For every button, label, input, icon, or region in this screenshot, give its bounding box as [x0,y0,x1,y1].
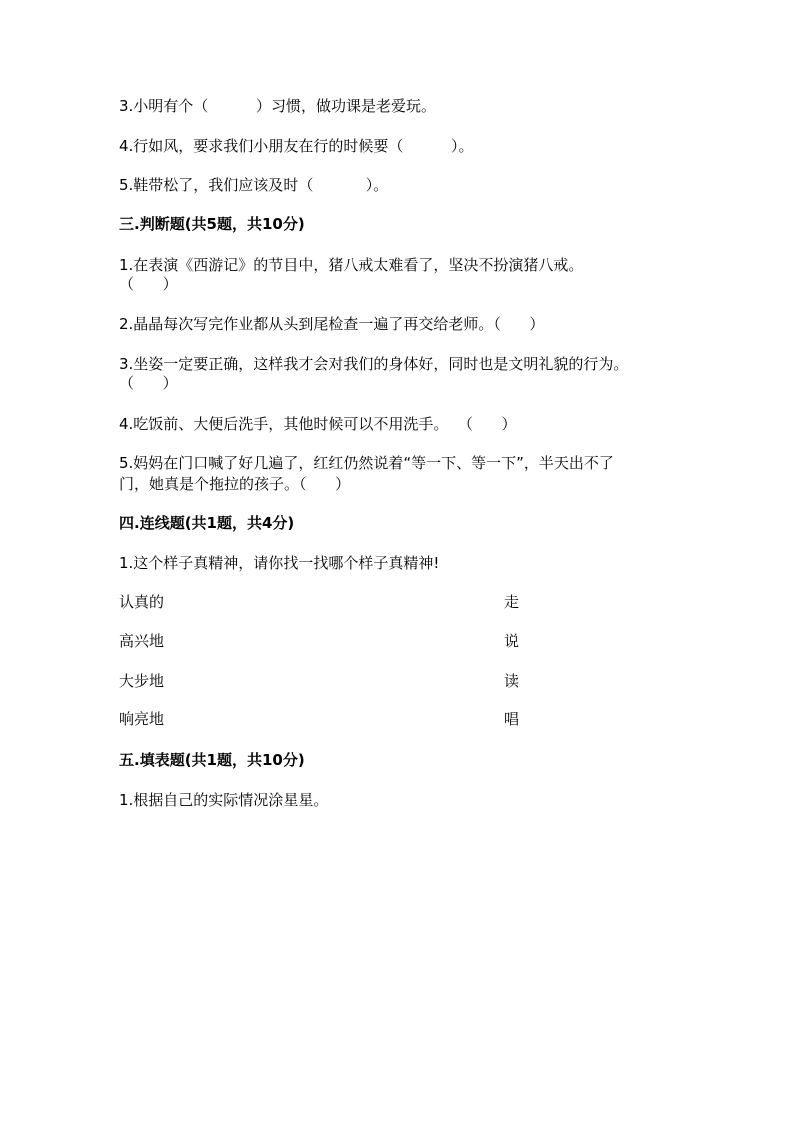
section-heading-judge: 三.判断题(共5题，共10分) [119,215,305,233]
judge-item-5-line-2: 门，她真是个拖拉的孩子。（ ） [119,475,351,493]
judge-item-1-line-1: 1.在表演《西游记》的节目中，猪八戒太难看了，坚决不扮演猪八戒。 [119,256,584,274]
judge-item-3-line-2: （ ） [119,374,178,392]
fill-item-3: 3.小明有个（ ）习惯，做功课是老爱玩。 [119,97,436,115]
section-heading-match: 四.连线题(共1题，共4分) [119,514,295,532]
match-right-4: 唱 [504,710,520,728]
judge-item-2: 2.晶晶每次写完作业都从头到尾检查一遍了再交给老师。（ ） [119,315,545,333]
match-left-3: 大步地 [119,672,165,690]
match-right-3: 读 [504,672,520,690]
fill-item-5: 5.鞋带松了，我们应该及时（ ）。 [119,176,389,194]
section-heading-table: 五.填表题(共1题，共10分) [119,751,305,769]
judge-item-3-line-1: 3.坐姿一定要正确，这样我才会对我们的身体好，同时也是文明礼貌的行为。 [119,355,629,373]
match-left-4: 响亮地 [119,710,165,728]
match-right-2: 说 [504,632,520,650]
judge-item-5-line-1: 5.妈妈在门口喊了好几遍了，红红仍然说着“等一下、等一下”，半天出不了 [119,454,614,472]
judge-item-1-line-2: （ ） [119,275,178,293]
judge-item-4: 4.吃饭前、大便后洗手，其他时候可以不用洗手。 （ ） [119,415,517,433]
table-question: 1.根据自己的实际情况涂星星。 [119,791,329,809]
match-left-1: 认真的 [119,593,165,611]
match-right-1: 走 [504,593,520,611]
match-question: 1.这个样子真精神，请你找一找哪个样子真精神! [119,554,440,572]
match-left-2: 高兴地 [119,632,165,650]
fill-item-4: 4.行如风，要求我们小朋友在行的时候要（ ）。 [119,137,474,155]
